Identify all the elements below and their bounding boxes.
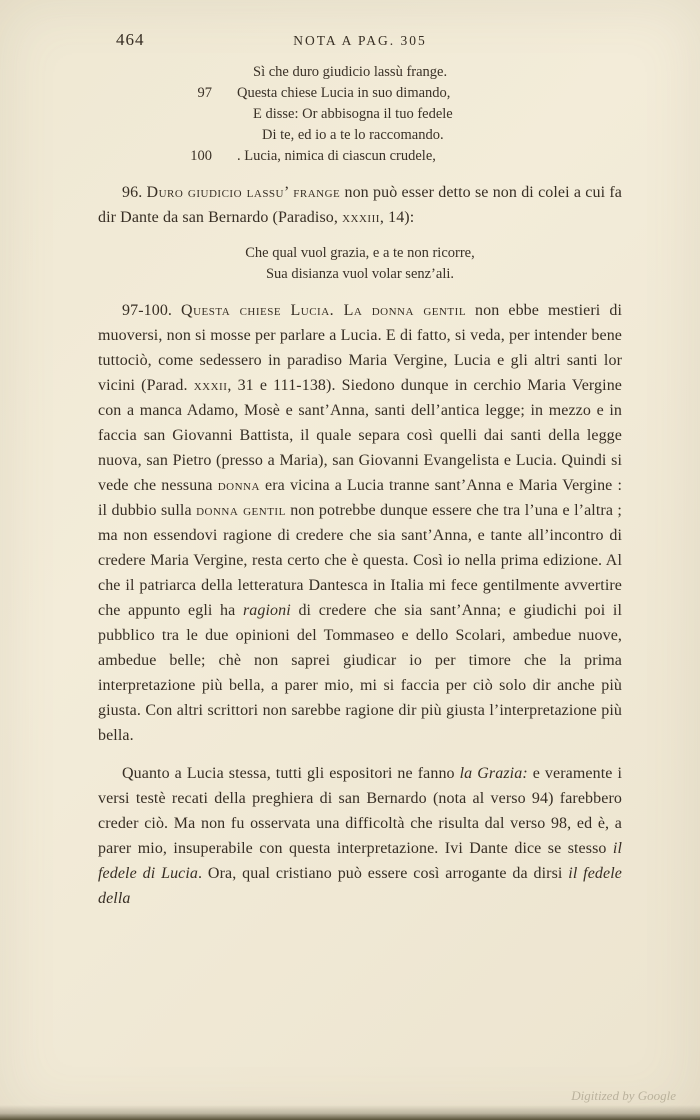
verse-quote-bernardo xyxy=(98,243,622,285)
note-96-paragraph xyxy=(98,180,622,230)
text-segment: . Ora, qual cristiano può essere così arrogante da dirsi xyxy=(198,865,569,882)
verse-line xyxy=(178,62,622,83)
note-lucia-grazia-paragraph xyxy=(98,761,622,911)
text-segment: Duro giudicio lassu’ frange xyxy=(146,184,341,201)
verse-line-text: Sua disianza vuol volar senz’ali. xyxy=(265,266,455,282)
text-segment: era vicina a Lucia tranne sant’Anna e Maria Vergine : il dubbio sulla xyxy=(98,477,622,519)
text-segment: Quanto a Lucia stessa, tutti gli espositori ne fanno xyxy=(122,765,460,782)
text-segment: 96. xyxy=(122,184,147,201)
text-segment: e veramente i versi testè recati della preghiera di san Bernardo (nota al verso 94) farebbero creder ciò. Ma non fu osservata una difficoltà che risulta dal verso 98, ed è, a parer mio, insuperabile con questa interpretazione. Ivi Dante dice se stesso xyxy=(98,765,622,857)
text-segment: il fedele di Lucia xyxy=(98,840,622,882)
page-number: 464 xyxy=(116,30,145,49)
verse-line-number: 100 xyxy=(190,148,212,164)
text-segment: di credere che sia sant’Anna; e giudichi poi il pubblico tra le due opinioni del Tommaseo e dello Scolari, ambedue nuove, ambedue belle; chè non saprei giudicar io per timore che la prima interpretazione più bella, a parer mio, mi si faccia per ciò solo dir anche più giusta. Con altri scrittori non sarebbe ragione dir più giusta l’interpretazione più bella. xyxy=(98,602,622,744)
verse-line-text: Che qual vuol grazia, e a te non ricorre, xyxy=(245,245,475,261)
text-segment: non può esser detto se non di colei a cui fa dir Dante da san Bernardo (Paradiso, xyxy=(98,184,623,226)
verse-line-number: 97 xyxy=(197,85,212,101)
text-segment: xxxii xyxy=(193,377,228,394)
verse-line xyxy=(98,264,622,285)
verse-line-text: Questa chiese Lucia in suo dimando, xyxy=(237,85,451,101)
text-segment: , 31 e 111-138). Siedono dunque in cerchio Maria Vergine con a manca Adamo, Mosè e sant’Anna, santi dell’antica legge; in mezzo e in faccia san Giovanni Battista, il quale separa così quelli dai santi della legge nuova, san Pietro (presso a Maria), san Giovanni Evangelista e Lucia. Quindi si vede che nessuna xyxy=(98,377,622,494)
text-segment: Questa chiese Lucia. La donna gentil xyxy=(181,302,467,319)
verse-line-text: Di te, ed io a te lo raccomando. xyxy=(262,127,444,143)
text-segment: il fedele della xyxy=(98,865,622,907)
text-segment: non potrebbe dunque essere che tra l’una e l’altra ; ma non essendovi ragione di credere che sia sant’Anna, e tante all’incontro di credere Maria Vergine, resta certo che è questa. Così io nella prima edizione. Al che il patriarca della letteratura Dantesca in Italia mi fece gentilmente avvertire che appunto egli ha xyxy=(98,502,622,619)
text-segment: la Grazia: xyxy=(459,765,528,782)
note-97-100-paragraph xyxy=(98,298,622,748)
verse-line xyxy=(178,83,622,104)
verse-line-number xyxy=(178,62,212,83)
text-segment: 97-100. xyxy=(122,302,182,319)
verse-line-text: . Lucia, nimica di ciascun crudele, xyxy=(237,148,436,164)
verse-line xyxy=(178,146,622,167)
verse-line-number xyxy=(178,104,212,125)
text-segment: donna xyxy=(217,477,260,494)
text-segment: non ebbe mestieri di muoversi, non si mosse per parlare a Lucia. E di fatto, si veda, per intender bene tuttociò, come sedessero in paradiso Maria Vergine, Lucia e gli altri santi lor vicini (Parad. xyxy=(98,302,622,394)
verse-quote-dante xyxy=(178,62,622,167)
verse-line xyxy=(98,243,622,264)
running-head xyxy=(98,30,622,54)
page-bottom-edge xyxy=(0,1105,700,1120)
verse-line-text: E disse: Or abbisogna il tuo fedele xyxy=(253,106,453,122)
running-title: NOTA A PAG. 305 xyxy=(293,33,427,48)
verse-line-number xyxy=(178,125,212,146)
verse-line-text: Sì che duro giudicio lassù frange. xyxy=(253,64,448,80)
verse-line xyxy=(178,125,622,146)
text-segment: xxxiii xyxy=(342,209,380,226)
text-segment: , 14): xyxy=(379,209,415,226)
digitized-watermark: Digitized by Google xyxy=(571,1088,676,1103)
verse-line xyxy=(178,104,622,125)
text-segment: donna gentil xyxy=(196,502,286,519)
text-segment: ragioni xyxy=(242,602,291,619)
